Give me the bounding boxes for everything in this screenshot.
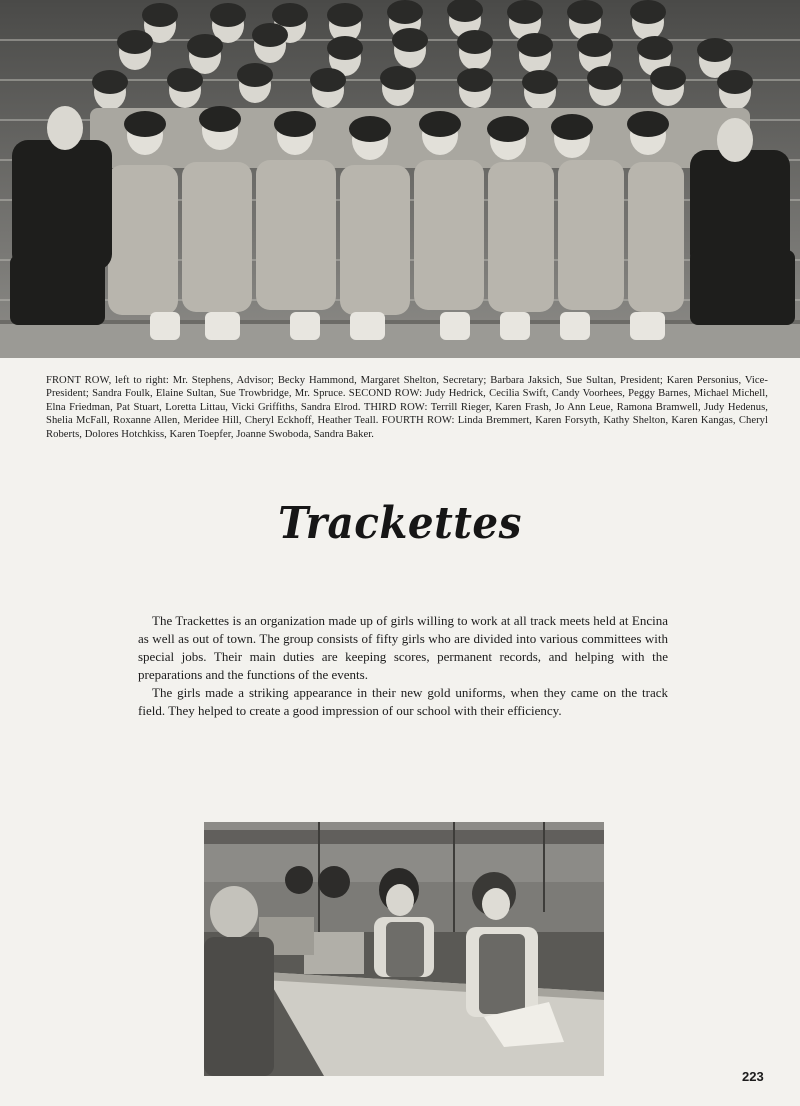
paragraph: The Trackettes is an organization made up of girls willing to work at all track meets held at Encina as well as out of town. The group consists of fifty girls who are divided into various committees with special jobs. Their main duties are keeping scores, permanent records, and helping with the preparations and the functions of the events. (138, 613, 668, 682)
page-number: 223 (742, 1069, 764, 1084)
group-photo (0, 0, 800, 358)
page-title: Trackettes (278, 498, 522, 549)
paragraph: The girls made a striking appearance in their new gold uniforms, when they came on the track field. They helped to create a good impression of our school with their efficiency. (138, 685, 668, 718)
photo-caption: FRONT ROW, left to right: Mr. Stephens, Advisor; Becky Hammond, Margaret Shelton, Secretary; Barbara Jaksich, Sue Sultan, President; Karen Personius, Vice-President; Sandra Foulk, Elaine Sultan, Sue Trowbridge, Mr. Spruce. SECOND ROW: Judy Hedrick, Cecilia Swift, Candy Voorhees, Peggy Barnes, Michael Michell, Elna Friedman, Pat Stuart, Loretta Littau, Vicki Griffiths, Sandra Elrod. THIRD ROW: Terrill Rieger, Karen Frash, Jo Ann Leue, Ramona Bramwell, Judy Hedenus, Shelia McFall, Roxanne Allen, Meridee Hill, Cheryl Eckhoff, Heather Teall. FOURTH ROW: Linda Bremmert, Karen Forsyth, Kathy Shelton, Karen Kangas, Cheryl Roberts, Dolores Hotchkiss, Karen Toepfer, Joanne Swoboda, Sandra Baker. (46, 375, 768, 440)
article-body (138, 612, 668, 720)
scoring-table-photo (204, 822, 604, 1076)
